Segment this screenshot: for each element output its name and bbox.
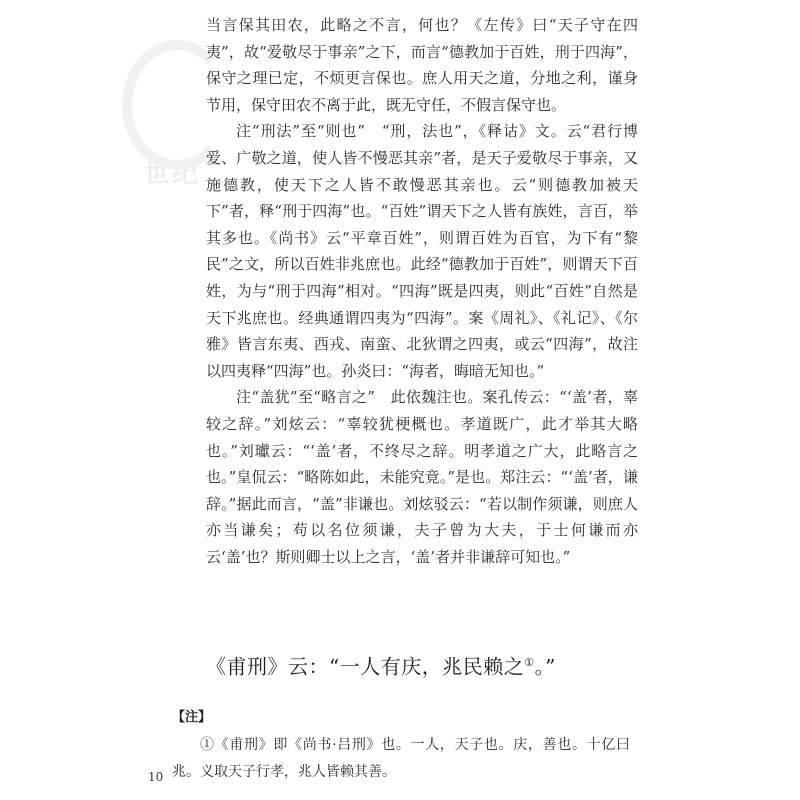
footnote-marker: ① bbox=[524, 656, 535, 669]
heading-end: 。” bbox=[534, 654, 556, 679]
page-number: 10 bbox=[148, 770, 164, 784]
heading-text: 《甫刑》云：“一人有庆，兆民赖之 bbox=[206, 654, 525, 679]
note-body: ①《甫刑》即《尚书·吕刑》也。一人，天子也。庆，善也。十亿曰兆。义取天子行孝，兆人皆赖其善。 bbox=[172, 737, 630, 780]
watermark-text: 世纪 bbox=[143, 159, 200, 189]
commentary-body bbox=[206, 12, 638, 570]
scripture-heading bbox=[206, 646, 646, 684]
note-text bbox=[172, 732, 630, 786]
commentary-paragraph-1: 当言保其田农，此略之不言，何也？《左传》曰“天子守在四夷”，故“爱敬尽于事亲”之下，而言“德教加于百姓，刑于四海”，保守之理已定，不烦更言保也。庶人用天之道，分地之利，谨身节用，保守田农不离于此，既无守任，不假言保守也。 bbox=[206, 16, 638, 114]
commentary-paragraph-2: 注“刑法”至“则也” “刑，法也”，《释诂》文。云“君行博爱、广敬之道，使人皆不慢恶其亲”者，是天子爱敬尽于事亲，又施德教，使天下之人皆不敢慢恶其亲也。云“则德教加被天下”者，释“刑于四海”也。“百姓”谓天下之人皆有族姓，言百，举其多也。《尚书》云“平章百姓”，则谓百姓为百官，为下有“黎民”之文，所以百姓非兆庶也。此经“德教加于百姓”，则谓天下百姓，为与“刑于四海”相对。“四海”既是四夷，则此“百姓”自然是天下兆庶也。经典通谓四夷为“四海”。案《周礼》、《礼记》、《尔雅》皆言东夷、西戎、南蛮、北狄谓之四夷，或云“四海”，故注以四夷释“四海”也。孙炎曰：“海者，晦暗无知也。” bbox=[206, 122, 638, 380]
note-label: 【注】 bbox=[172, 710, 212, 725]
commentary-paragraph-3: 注“盖犹”至“略言之” 此依魏注也。案孔传云：“‘盖’者，辜较之辞。”刘炫云：“辜较犹梗概也。孝道既广，此才举其大略也。”刘瓛云：“‘盖’者，不终尽之辞。明孝道之广大，此略言之也。”皇侃云：“略陈如此，未能究竟。”是也。郑注云：“‘盖’者，谦辞。”据此而言，“盖”非谦也。刘炫驳云：“若以制作须谦，则庶人亦当谦矣；苟以名位须谦，夫子曾为大夫，于士何谦而亦云‘盖’也？斯则卿士以上之言，‘盖’者并非谦辞可知也。” bbox=[206, 388, 638, 566]
